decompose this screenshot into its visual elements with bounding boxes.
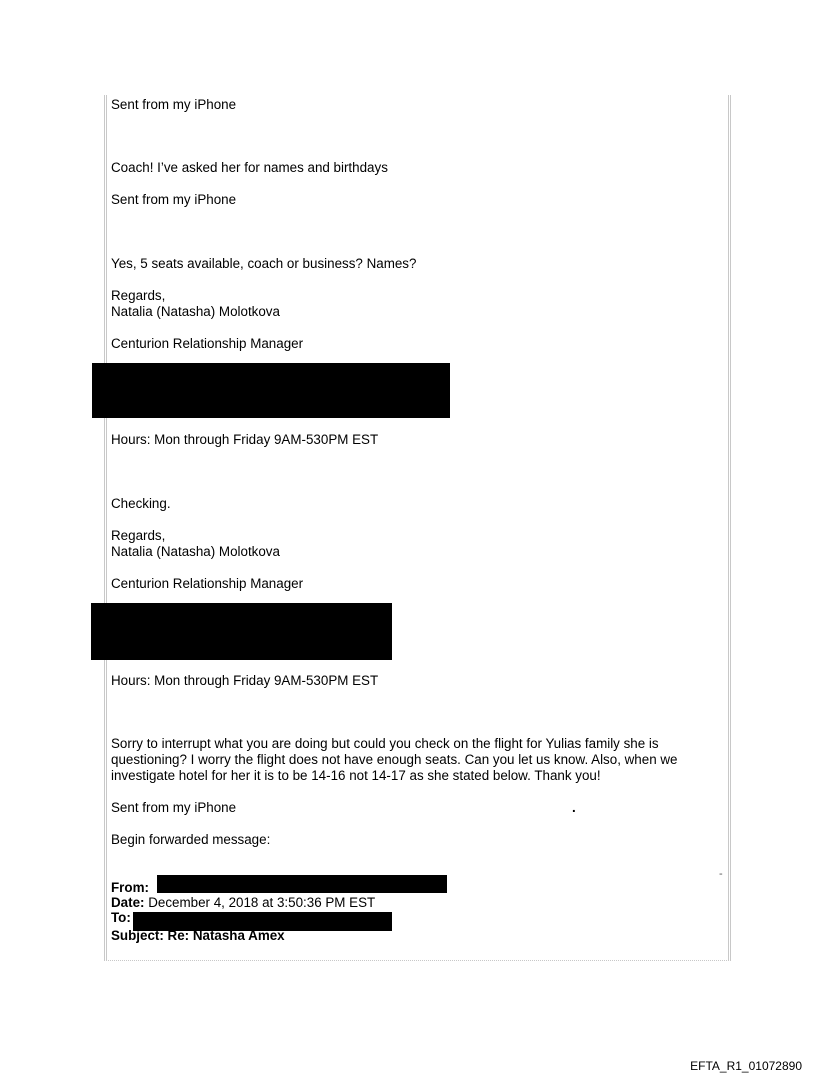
to-label: To: [111, 910, 131, 925]
sent-from-iphone-2: Sent from my iPhone [111, 192, 237, 207]
redaction-block-2 [91, 603, 392, 660]
stray-mark: . [572, 800, 576, 815]
sent-from-iphone-3: Sent from my iPhone [111, 800, 237, 815]
redaction-block-1 [92, 363, 450, 418]
regards-2: Regards, [111, 528, 166, 543]
signature-title-2: Centurion Relationship Manager [111, 576, 304, 591]
signature-name-1: Natalia (Natasha) Molotkova [111, 304, 280, 319]
coach-message: Coach! I’ve asked her for names and birthdays [111, 160, 388, 175]
checking-message: Checking. [111, 496, 171, 511]
signature-name-2: Natalia (Natasha) Molotkova [111, 544, 280, 559]
signature-title-1: Centurion Relationship Manager [111, 336, 304, 351]
document-id: EFTA_R1_01072890 [690, 1059, 802, 1073]
begin-forwarded: Begin forwarded message: [111, 832, 271, 847]
date-label: Date: [111, 895, 145, 910]
from-label: From: [111, 880, 149, 895]
sent-from-iphone-1: Sent from my iPhone [111, 97, 237, 112]
sorry-message: Sorry to interrupt what you are doing but could you check on the flight for Yulias family she is questioning? I worry the flight does not have enough seats. Can you let us know. Also, when we investigate hotel for her it is to be 14-16 not 14-17 as she stated below. Thank you! [111, 736, 678, 783]
subject-label: Subject: Re: Natasha Amex [111, 928, 285, 943]
header-to [111, 910, 131, 926]
header-date [111, 895, 375, 911]
hours-2: Hours: Mon through Friday 9AM-530PM EST [111, 673, 379, 688]
regards-1: Regards, [111, 288, 166, 303]
header-from [111, 880, 149, 896]
hours-1: Hours: Mon through Friday 9AM-530PM EST [111, 432, 379, 447]
seats-message: Yes, 5 seats available, coach or business? Names? [111, 256, 417, 271]
header-subject [111, 928, 285, 944]
date-value: December 4, 2018 at 3:50:36 PM EST [144, 895, 376, 910]
redaction-from [157, 875, 447, 893]
stray-dash: - [719, 868, 723, 880]
